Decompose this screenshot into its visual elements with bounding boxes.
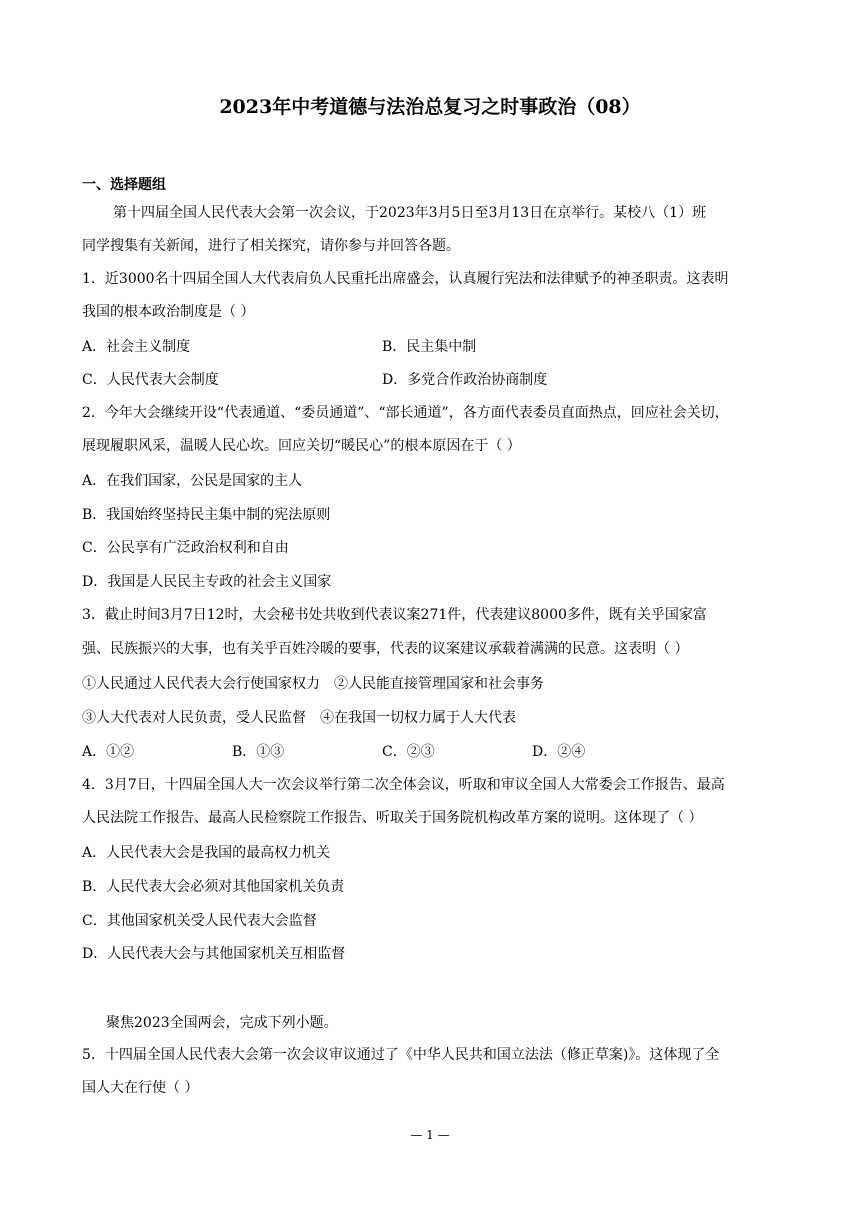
q3-option-c: C．②③ bbox=[382, 744, 435, 760]
question-2-line: 展现履职风采，温暖人民心坎。回应关切“暖民心”的根本原因在于（ ） bbox=[82, 438, 521, 454]
q1-option-c: C．人民代表大会制度 bbox=[82, 372, 219, 388]
q1-option-b: B．民主集中制 bbox=[382, 339, 477, 355]
q4-option-c: C．其他国家机关受人民代表大会监督 bbox=[82, 913, 317, 929]
question-3-statement: ①人民通过人民代表大会行使国家权力 ②人民能直接管理国家和社会事务 bbox=[82, 676, 544, 692]
question-2-line: 2．今年大会继续开设“代表通道、“委员通道”、“部长通道”，各方面代表委员直面热点，回应社会关切， bbox=[82, 405, 729, 421]
q3-option-b: B．①③ bbox=[232, 744, 285, 760]
intro-line: 同学搜集有关新闻，进行了相关探究，请你参与并回答各题。 bbox=[82, 238, 460, 254]
group-intro: 聚焦2023全国两会，完成下列小题。 bbox=[106, 1015, 338, 1031]
q2-option-c: C．公民享有广泛政治权利和自由 bbox=[82, 540, 289, 556]
q1-option-d: D．多党合作政治协商制度 bbox=[382, 372, 548, 388]
q3-option-a: A．①② bbox=[82, 744, 135, 760]
q3-option-d: D．②④ bbox=[532, 744, 586, 760]
question-1-line: 1．近3000名十四届全国人大代表肩负人民重托出席盛会，认真履行宪法和法律赋予的神圣职责。这表明 bbox=[82, 271, 729, 287]
question-4-line: 人民法院工作报告、最高人民检察院工作报告、听取关于国务院机构改革方案的说明。这体现了（ ） bbox=[82, 810, 703, 826]
question-3-line: 3．截止时间3月7日12时，大会秘书处共收到代表议案271件，代表建议8000多件，既有关乎国家富 bbox=[82, 607, 707, 623]
q2-option-d: D．我国是人民民主专政的社会主义国家 bbox=[82, 574, 332, 590]
question-5-line: 国人大在行使（ ） bbox=[82, 1080, 199, 1096]
q1-option-a: A．社会主义制度 bbox=[82, 339, 191, 355]
q4-option-b: B．人民代表大会必须对其他国家机关负责 bbox=[82, 879, 345, 895]
q4-option-a: A．人民代表大会是我国的最高权力机关 bbox=[82, 845, 331, 861]
question-5-line: 5．十四届全国人民代表大会第一次会议审议通过了《中华人民共和国立法法（修正草案)》。这体现了全 bbox=[82, 1047, 720, 1063]
question-1-line: 我国的根本政治制度是（ ） bbox=[82, 304, 255, 320]
page-number: — 1 — bbox=[410, 1128, 450, 1142]
question-3-statement: ③人大代表对人民负责，受人民监督 ④在我国一切权力属于人大代表 bbox=[82, 710, 516, 726]
question-4-line: 4．3月7日，十四届全国人大一次会议举行第二次全体会议，听取和审议全国人大常委会工作报告、最高 bbox=[82, 777, 725, 793]
question-3-line: 强、民族振兴的大事，也有关乎百姓冷暖的要事，代表的议案建议承载着满满的民意。这表明（ ） bbox=[82, 641, 689, 657]
intro-line: 第十四届全国人民代表大会第一次会议，于2023年3月5日至3月13日在京举行。某校八（1）班 bbox=[113, 205, 707, 221]
section-heading: 一、选择题组 bbox=[82, 177, 166, 193]
q2-option-b: B．我国始终坚持民主集中制的宪法原则 bbox=[82, 507, 331, 523]
q4-option-d: D．人民代表大会与其他国家机关互相监督 bbox=[82, 946, 346, 962]
document-title: 2023年中考道德与法治总复习之时事政治（08） bbox=[219, 96, 641, 118]
q2-option-a: A．在我们国家，公民是国家的主人 bbox=[82, 473, 303, 489]
